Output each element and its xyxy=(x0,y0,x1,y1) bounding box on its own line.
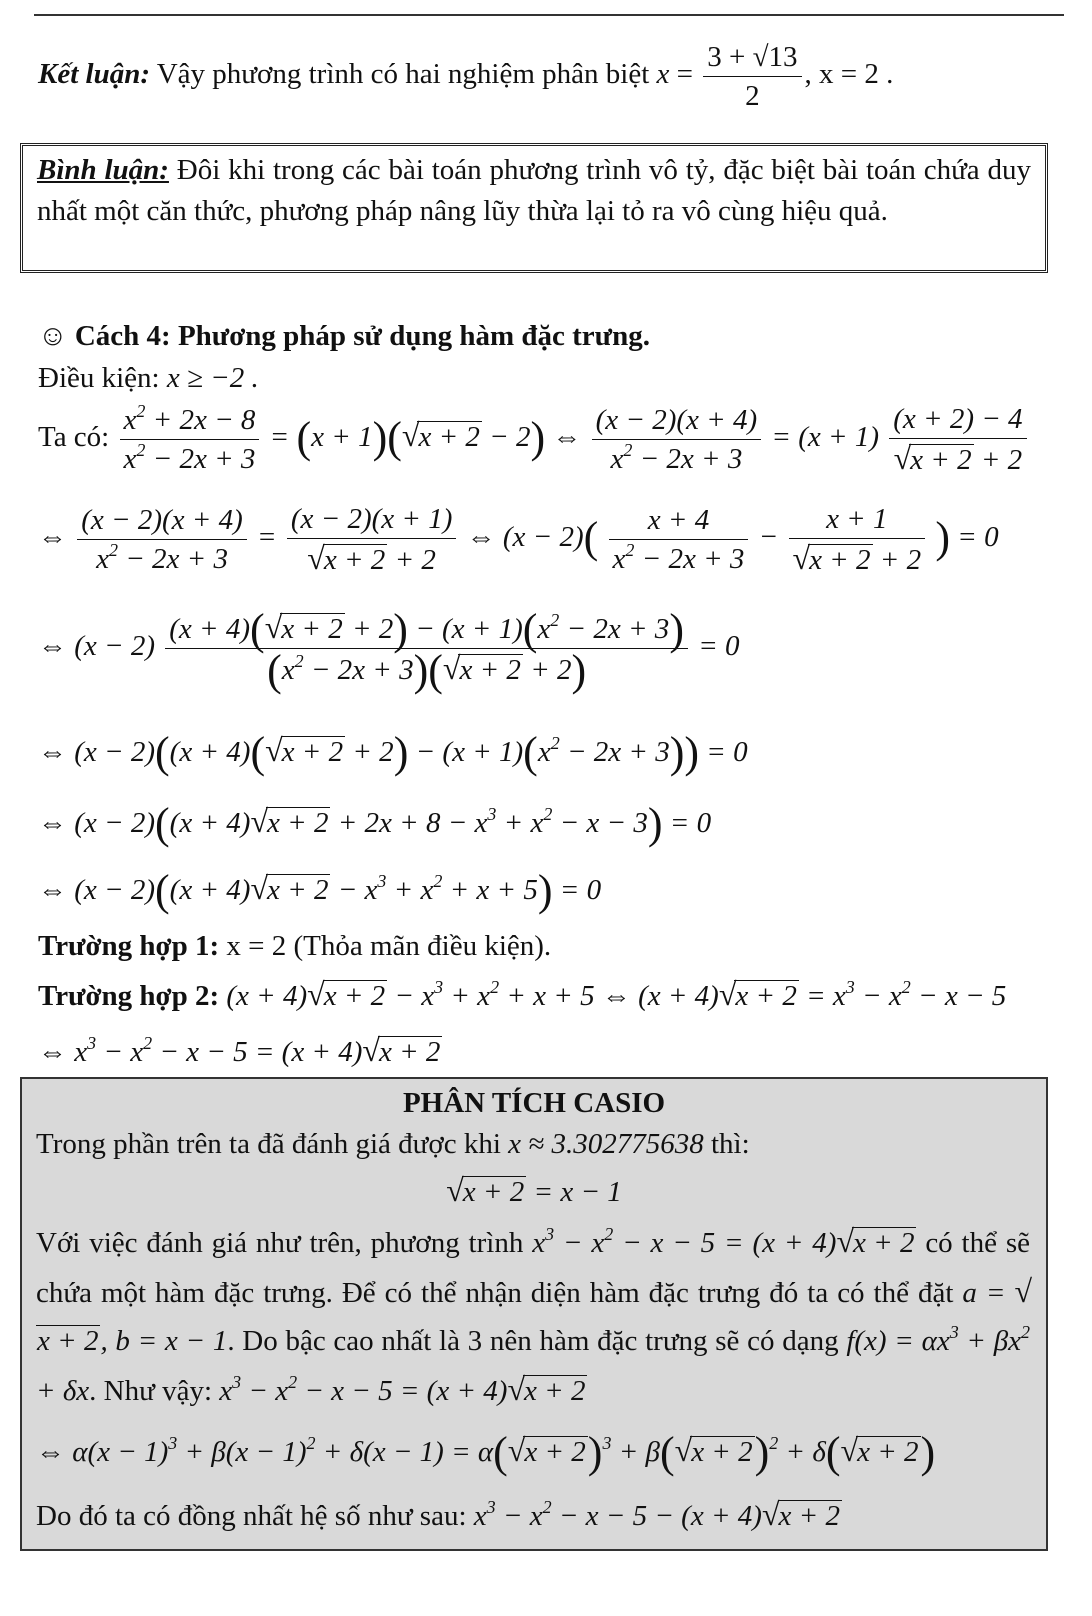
casio-para-b: có thể sẽ chứa một hàm đặc trưng. Để có thể nhận diện hàm đặc trưng đó ta có thể đặt xyxy=(36,1227,1030,1309)
comment-label: Bình luận: xyxy=(37,154,169,186)
condition-expr: x ≥ −2 . xyxy=(166,362,259,394)
casio-paragraph: Với việc đánh giá như trên, phương trình $x^3 - x^2 - x - 5 = (x + 4)√x + 2$ có thể sẽ chứa một hàm đặc trưng. Để có thể nhận diện hàm đặc trưng đó ta có thể đặt a = √x + 2, b = x − 1. Do bậc cao nhất là 3 nên hàm đặc trưng sẽ có dạng $f(x) = \alpha x^3 + \beta x^2 + \delta x$. Như vậy: $x^3 - x^2 - x - 5 = (x + 4)√x + 2$ xyxy=(36,1223,1033,1407)
casio-approx: x ≈ 3.302775638 xyxy=(508,1128,704,1160)
casio-last-line: Do đó ta có đồng nhất hệ số như sau: $x^3 - x^2 - x - 5 - (x + 4)√x + 2$ xyxy=(36,1496,840,1532)
casio-last-text: Do đó ta có đồng nhất hệ số như sau: xyxy=(36,1500,467,1532)
casio-para-c: . Do bậc cao nhất là 3 nên hàm đặc trưng sẽ có dạng xyxy=(227,1325,839,1357)
condition-label: Điều kiện: xyxy=(38,362,160,394)
casio-sqrt-relation: √x + 2 = x − 1 xyxy=(446,1172,622,1208)
equation-1: Ta có: $\frac{x^2 + 2x - 8}{x^2 - 2x + 3}$ = (x + 1)(√x + 2 − 2) ⇔ $\frac{(x - 2)(x + 4)}{x^2 - 2x + 3}$ = (x + 1) $\frac{(x + 2) - 4}{√x + 2 + 2}$ xyxy=(38,402,1030,477)
equation-4: ⇔ $(x - 2)((x + 4)(√x + 2 + 2) - (x + 1)(x^2 - 2x + 3)) = 0$ xyxy=(38,728,748,777)
ta-co-label: Ta có: xyxy=(38,421,110,454)
condition-line xyxy=(38,360,259,396)
casio-line1-text: Trong phần trên ta đã đánh giá được khi xyxy=(36,1128,501,1160)
casio-line1-end: thì: xyxy=(710,1128,750,1160)
root-fraction xyxy=(703,40,801,113)
conclusion-line: Kết luận: Vậy phương trình có hai nghiệm phân biệt x = $\frac{3 + √13}{2}$ , x = 2 . xyxy=(38,41,894,112)
casio-analysis-box xyxy=(20,1077,1048,1551)
case1-text: x = 2 (Thỏa mãn điều kiện). xyxy=(226,930,552,962)
comment-box xyxy=(20,143,1048,273)
root-denominator: 2 xyxy=(745,80,760,112)
casio-para-a: Với việc đánh giá như trên, phương trình xyxy=(36,1227,524,1259)
root-numerator: 3 + √13 xyxy=(703,40,801,77)
comment-paragraph xyxy=(37,150,1031,232)
equation-5: ⇔ $(x - 2)((x + 4)√x + 2 + 2x + 8 - x^3 + x^2 - x - 3) = 0$ xyxy=(38,799,712,848)
equation-6: ⇔ $(x - 2)((x + 4)√x + 2 - x^3 + x^2 + x + 5) = 0$ xyxy=(38,866,602,915)
casio-title: PHÂN TÍCH CASIO xyxy=(402,1087,666,1119)
smiley-icon: ☺ xyxy=(38,320,68,352)
case1-label: Trường hợp 1: xyxy=(38,930,220,962)
case2-label: Trường hợp 2: xyxy=(38,980,220,1012)
conclusion-text: Vậy phương trình có hai nghiệm phân biệt xyxy=(156,58,650,91)
root-second: , x = 2 . xyxy=(804,58,894,91)
casio-line-1 xyxy=(36,1125,750,1163)
comment-text: Đôi khi trong các bài toán phương trình vô tỷ, đặc biệt bài toán chứa duy nhất một căn thức, phương pháp nâng lũy thừa lại tỏ ra vô cùng hiệu quả. xyxy=(37,154,1031,227)
case-2-equiv: ⇔ $x^3 - x^2 - x - 5 = (x + 4)√x + 2$ xyxy=(38,1032,441,1068)
top-rule xyxy=(34,14,1064,16)
casio-para-d: . Như vậy: xyxy=(89,1375,213,1407)
casio-identity: ⇔ $\alpha(x - 1)^3 + \beta(x - 1)^2 + \delta(x - 1) = \alpha(√x + 2)^3 + \beta(√x + 2)^2 + \delta(√x + 2)$ xyxy=(36,1428,936,1477)
method4-heading xyxy=(38,318,650,354)
equation-2: ⇔ $\frac{(x - 2)(x + 4)}{x^2 - 2x + 3}$ = $\frac{(x - 2)(x + 1)}{√x + 2 + 2}$ ⇔ (x − 2)( $\frac{x + 4}{x^2 - 2x + 3}$ − $\frac{x + 1}{√x + 2 + 2}$ ) = 0 xyxy=(38,503,999,576)
case-2: Trường hợp 2: $(x + 4)√x + 2 - x^3 + x^2 + x + 5$ ⇔ $(x + 4)√x + 2 = x^3 - x^2 - x - 5$ xyxy=(38,976,1007,1012)
method4-title: Cách 4: Phương pháp sử dụng hàm đặc trưng. xyxy=(74,320,650,352)
conclusion-label: Kết luận: xyxy=(38,58,150,91)
equation-3: ⇔ (x − 2) $\frac{(x + 4)(√x + 2 + 2) - (x + 1)(x^2 - 2x + 3)}{(x^2 - 2x + 3)(√x + 2 + 2)}$ = 0 xyxy=(38,605,740,695)
case-1 xyxy=(38,928,551,964)
